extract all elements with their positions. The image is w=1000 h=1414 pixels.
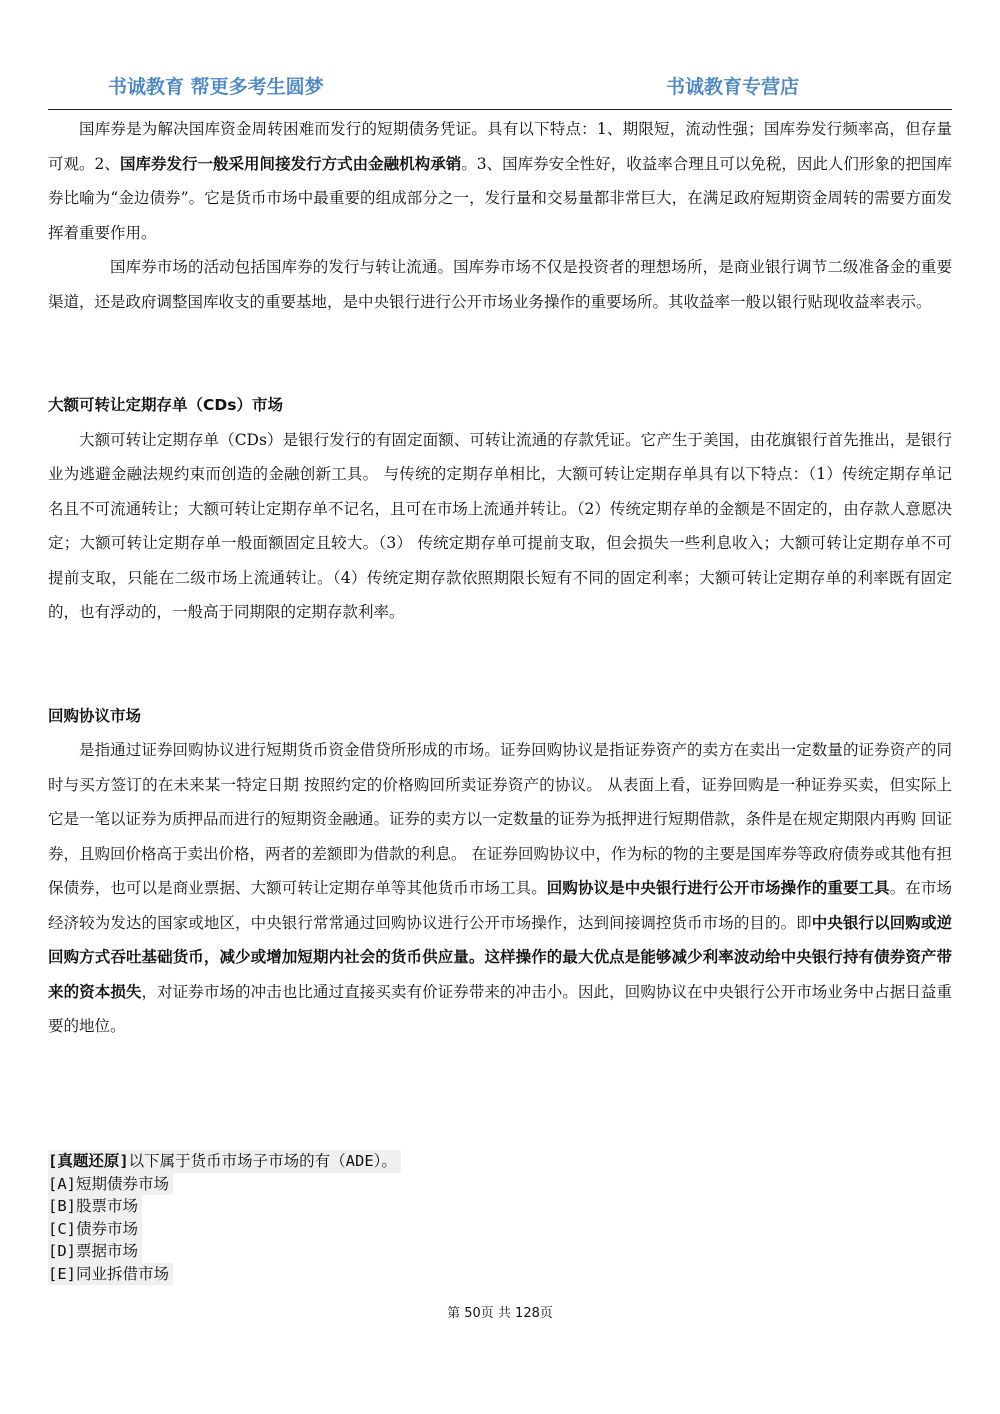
text-run: 国库券是为解决国库资金周转困难而发行的短期债务凭证。具有以下特点：1、期限短，流动性强；国库券发行频率高，但存量可观。2、 <box>48 120 952 173</box>
document-body <box>48 112 952 1044</box>
exam-question-line <box>48 1150 401 1173</box>
cds-paragraph <box>48 423 952 630</box>
emphasis-text: 回购协议是中央银行进行公开市场操作的重要工具 <box>546 879 890 897</box>
header-right-title: 书诚教育专营店 <box>666 76 800 98</box>
exam-option-a: [A]短期债券市场 <box>48 1173 173 1196</box>
exam-option-b: [B]股票市场 <box>48 1195 142 1218</box>
treasury-market-paragraph <box>48 250 952 319</box>
header-divider <box>48 109 952 110</box>
exam-option-c: [C]债券市场 <box>48 1218 142 1241</box>
exam-option-d: [D]票据市场 <box>48 1240 142 1263</box>
text-run: 国库券市场的活动包括国库券的发行与转让流通。国库券市场不仅是投资者的理想场所，是商业银行调节二级准备金的重要渠道，还是政府调整国库收支的重要基地，是中央银行进行公开市场业务操作的重要场所。其收益率一般以银行贴现收益率表示。 <box>48 258 952 311</box>
exam-question: 以下属于货币市场子市场的有（ADE）。 <box>128 1152 397 1170</box>
exam-question-block <box>48 1150 401 1285</box>
emphasis-text: 国库券发行一般采用间接发行方式由金融机构承销 <box>119 154 462 173</box>
text-run: 是指通过证券回购协议进行短期货币资金借贷所形成的市场。证券回购协议是指证券资产的卖方在卖出一定数量的证券资产的同时与买方签订的在未来某一特定日期 按照约定的价格购回所卖证券资产的协议。 从表面上看，证券回购是一种证券买卖，但实际上它是一笔以证券为质押品而进行的短期资金融通。证券的卖方以一定数量的证券为抵押进行短期借款，条件是在规定期限内再购 回证券，且购回价格高于卖出价格，两者的差额即为借款的利息。 在证券回购协议中，作为标的物的主要是国库券等政府债券或其他有担保债券，也可以是商业票据、大额可转让定期存单等其他货币市场工具。 <box>48 741 952 897</box>
page-number-footer: 第 50页 共 128页 <box>447 1306 553 1321</box>
header-left-title: 书诚教育 帮更多考生圆梦 <box>108 76 324 98</box>
repo-heading: 回购协议市场 <box>48 706 142 725</box>
emphasis-text: 中央银行以回购或逆回购方式吞吐基础货币，减少或增加短期内社会的货币供应量。这样操作的最大优点是能够减少利率波动给中央银行持有债券资产带来的资本损失 <box>48 913 952 1001</box>
cds-heading: 大额可转让定期存单（CDs）市场 <box>48 396 283 414</box>
text-run: 大额可转让定期存单（CDs）是银行发行的有固定面额、可转让流通的存款凭证。它产生于美国，由花旗银行首先推出，是银行业为逃避金融法规约束而创造的金融创新工具。 与传统的定期存单相比，大额可转让定期存单具有以下特点：（1）传统定期存单记名且不可流通转让；大额可转让定期存单不记名，且可在市场上流通并转让。（2）传统定期存单的金额是不固定的，由存款人意愿决定；大额可转让定期存单一般面额固定且较大。（3） 传统定期存单可提前支取，但会损失一些利息收入；大额可转让定期存单不可提前支取，只能在二级市场上流通转让。（4）传统定期存款依照期限长短有不同的固定利率；大额可转让定期存单的利率既有固定的，也有浮动的，一般高于同期限的定期存款利率。 <box>48 430 952 621</box>
treasury-bill-paragraph <box>48 112 952 250</box>
spacer <box>48 630 952 699</box>
exam-tag: [真题还原] <box>48 1152 129 1170</box>
text-run: 。3、国库券安全性好，收益率合理且可以免税，因此人们形象的把国库券比喻为“金边债券”。它是货币市场中最重要的组成部分之一，发行量和交易量都非常巨大，在满足政府短期资金周转的需要方面发挥着重要作用。 <box>48 154 952 242</box>
spacer <box>48 319 952 388</box>
text-run: 。在市场经济较为发达的国家或地区，中央银行常常通过回购协议进行公开市场操作，达到间接调控货币市场的目的。即 <box>48 879 952 932</box>
text-run: ，对证券市场的冲击也比通过直接买卖有价证券带来的冲击小。因此，回购协议在中央银行公开市场业务中占据日益重要的地位。 <box>48 982 952 1035</box>
repo-paragraph <box>48 733 952 1044</box>
exam-option-e: [E]同业拆借市场 <box>48 1263 173 1286</box>
